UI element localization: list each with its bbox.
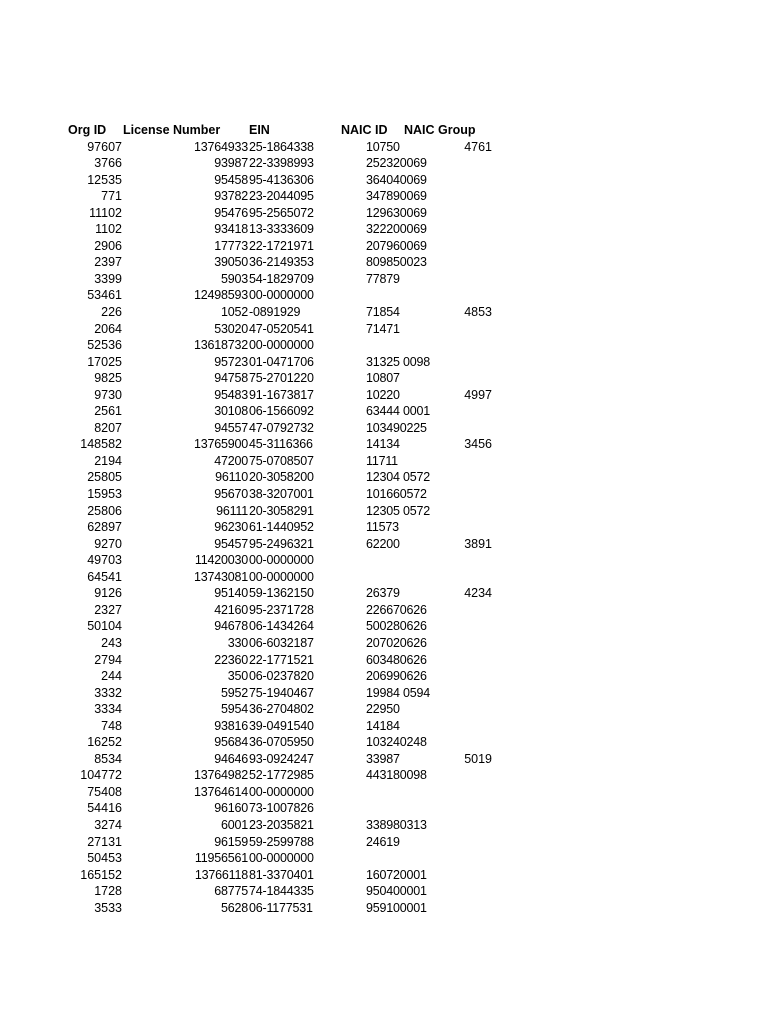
naic-id-cell: 959100001: [366, 900, 427, 915]
naic-id-cell: 12304 0572: [366, 470, 431, 485]
naic-group-cell: 3891: [464, 536, 492, 551]
naic-id-cell: 71854: [366, 305, 400, 320]
naic-id-cell: 10750: [366, 139, 400, 154]
org-id-cell: 104772: [80, 768, 122, 783]
org-id-cell: 3399: [94, 271, 122, 286]
table-row: [0, 436, 768, 453]
ein-cell: 59-2599788: [249, 834, 314, 849]
naic-id-cell: 364040069: [366, 172, 427, 187]
spreadsheet: [0, 122, 768, 916]
license-number-cell: 13743081: [193, 569, 248, 584]
org-id-cell: 8534: [94, 751, 122, 766]
naic-id-cell: 322200069: [366, 222, 427, 237]
license-number-cell: 93816: [214, 718, 248, 733]
ein-cell: 00-0000000: [249, 851, 314, 866]
ein-cell: 01-0471706: [249, 354, 314, 369]
naic-group-cell: 4853: [464, 305, 492, 320]
ein-cell: 06-1434264: [249, 619, 314, 634]
org-id-cell: 75408: [87, 784, 122, 799]
naic-id-cell: 603480626: [366, 652, 427, 667]
org-id-cell: 244: [101, 669, 122, 684]
ein-cell: 36-2149353: [249, 255, 314, 270]
ein-cell: 54-1829709: [249, 271, 314, 286]
ein-cell: 13-3333609: [249, 222, 314, 237]
org-id-cell: 54416: [87, 801, 122, 816]
naic-group-cell: 4997: [464, 387, 492, 402]
ein-cell: 73-1007826: [249, 801, 314, 816]
ein-cell: 38-3207001: [249, 487, 314, 502]
table-row: [0, 172, 768, 189]
license-number-cell: 96110: [215, 470, 248, 485]
license-number-cell: 95457: [214, 536, 248, 551]
naic-id-cell: 33987: [366, 751, 400, 766]
license-number-cell: 95476: [214, 205, 248, 220]
ein-cell: 36-0705950: [249, 735, 314, 750]
naic-group-cell: 4761: [464, 139, 492, 154]
ein-cell: 00-0000000: [249, 569, 314, 584]
table-row: [0, 453, 768, 470]
ein-cell: 22-1721971: [249, 238, 314, 253]
license-number-cell: 5628: [220, 900, 248, 915]
org-id-cell: 97607: [87, 139, 122, 154]
license-number-cell: 30108: [214, 404, 248, 419]
naic-id-cell: 14184: [366, 718, 400, 733]
ein-cell: 06-6032187: [249, 635, 314, 650]
ein-cell: 22-3398993: [249, 156, 314, 171]
table-row: [0, 139, 768, 156]
ein-cell: 25-1864338: [249, 139, 314, 154]
table-row: [0, 287, 768, 304]
ein-cell: 00-0000000: [249, 288, 314, 303]
ein-cell: 00-0000000: [249, 553, 314, 568]
org-id-cell: 12535: [87, 172, 122, 187]
org-id-cell: 771: [101, 189, 122, 204]
naic-group-cell: 5019: [464, 751, 492, 766]
naic-id-cell: 347890069: [366, 189, 427, 204]
license-number-cell: 96111: [216, 503, 248, 518]
org-id-cell: 3334: [94, 702, 122, 717]
table-row: [0, 602, 768, 619]
license-number-cell: 5903: [220, 271, 248, 286]
table-row: [0, 469, 768, 486]
naic-id-cell: 71471: [366, 321, 400, 336]
license-number-cell: 94758: [214, 371, 248, 386]
naic-id-cell: 950400001: [366, 884, 427, 899]
table-row: [0, 304, 768, 321]
license-number-cell: 93987: [214, 156, 248, 171]
license-number-cell: 11956561: [194, 851, 248, 866]
license-number-cell: 17773: [214, 238, 248, 253]
ein-cell: 06-1177531: [249, 900, 313, 915]
naic-id-cell: 129630069: [366, 205, 427, 220]
org-id-cell: 2906: [94, 238, 122, 253]
license-number-cell: 95483: [214, 387, 248, 402]
org-id-cell: 64541: [87, 569, 122, 584]
naic-id-cell: 10220: [366, 387, 400, 402]
table-row: [0, 205, 768, 222]
org-id-cell: 243: [101, 635, 122, 650]
license-number-cell: 53020: [214, 321, 248, 336]
org-id-cell: 2327: [94, 602, 122, 617]
org-id-cell: 53461: [87, 288, 122, 303]
license-number-cell: 13766118: [194, 867, 248, 882]
table-row: [0, 503, 768, 520]
table-row: [0, 403, 768, 420]
org-id-cell: 226: [101, 305, 122, 320]
table-row: [0, 254, 768, 271]
org-id-cell: 165152: [80, 867, 122, 882]
license-number-cell: 95723: [214, 354, 248, 369]
license-number-cell: 1052: [220, 305, 248, 320]
ein-cell: 93-0924247: [249, 751, 314, 766]
org-id-cell: 2064: [94, 321, 122, 336]
table-row: [0, 668, 768, 685]
table-row: [0, 552, 768, 569]
ein-cell: 74-1844335: [249, 884, 314, 899]
naic-id-cell: 500280626: [366, 619, 427, 634]
license-number-cell: 22360: [214, 652, 248, 667]
naic-id-cell: 103240248: [366, 735, 427, 750]
ein-cell: 75-2701220: [249, 371, 314, 386]
license-number-cell: 68775: [214, 884, 248, 899]
license-number-cell: 96159: [214, 834, 248, 849]
naic-id-cell: 338980313: [366, 817, 427, 832]
ein-cell: 61-1440952: [249, 520, 314, 535]
naic-id-cell: 63444 0001: [366, 404, 431, 419]
org-id-cell: 62897: [87, 520, 122, 535]
table-row: [0, 337, 768, 354]
ein-cell: 20-3058200: [249, 470, 314, 485]
org-id-cell: 3332: [94, 685, 122, 700]
org-id-cell: 2794: [94, 652, 122, 667]
org-id-cell: 748: [101, 718, 122, 733]
ein-cell: 00-0000000: [249, 784, 314, 799]
table-row: [0, 354, 768, 371]
table-row: [0, 652, 768, 669]
naic-id-cell: 160720001: [366, 867, 427, 882]
license-number-cell: 94678: [214, 619, 248, 634]
table-row: [0, 321, 768, 338]
table-row: [0, 850, 768, 867]
org-id-cell: 16252: [87, 735, 122, 750]
license-number-cell: 93782: [214, 189, 248, 204]
table-row: [0, 834, 768, 851]
ein-cell: 81-3370401: [249, 867, 314, 882]
table-row: [0, 817, 768, 834]
license-number-cell: 13764933: [193, 139, 248, 154]
license-number-header: License Number: [123, 123, 221, 137]
table-row: [0, 751, 768, 768]
table-row: [0, 387, 768, 404]
ein-cell: 95-2496321: [249, 536, 314, 551]
table-row: [0, 784, 768, 801]
naic-id-cell: 24619: [366, 834, 400, 849]
table-row: [0, 767, 768, 784]
naic-id-cell: 809850023: [366, 255, 427, 270]
license-number-cell: 5954: [220, 702, 248, 717]
ein-cell: 91-1673817: [249, 387, 314, 402]
table-row: [0, 867, 768, 884]
table-row: [0, 519, 768, 536]
table-body: [0, 139, 768, 917]
naic-id-cell: 14134: [366, 437, 400, 452]
ein-cell: 06-1566092: [249, 404, 314, 419]
table-row: [0, 585, 768, 602]
ein-cell: 20-3058291: [249, 503, 314, 518]
ein-cell: -0891929: [249, 305, 301, 320]
table-row: [0, 734, 768, 751]
ein-cell: 36-2704802: [249, 702, 314, 717]
license-number-cell: 42160: [214, 602, 248, 617]
license-number-cell: 330: [227, 635, 248, 650]
naic-id-cell: 252320069: [366, 156, 427, 171]
naic-id-cell: 12305 0572: [366, 503, 431, 518]
org-id-cell: 11102: [89, 205, 122, 220]
org-id-cell: 9270: [94, 536, 122, 551]
license-number-cell: 47200: [214, 453, 248, 468]
org-id-cell: 50453: [87, 851, 122, 866]
ein-cell: 52-1772985: [249, 768, 314, 783]
org-id-cell: 17025: [87, 354, 122, 369]
table-row: [0, 900, 768, 917]
license-number-cell: 12498593: [193, 288, 248, 303]
naic-id-cell: 22950: [366, 702, 400, 717]
license-number-cell: 94557: [214, 420, 248, 435]
org-id-cell: 25806: [87, 503, 122, 518]
license-number-cell: 96160: [214, 801, 248, 816]
license-number-cell: 96230: [214, 520, 248, 535]
table-row: [0, 800, 768, 817]
table-row: [0, 486, 768, 503]
org-id-cell: 3766: [94, 156, 122, 171]
license-number-cell: 93418: [214, 222, 248, 237]
naic-id-cell: 11711: [366, 453, 398, 468]
table-row: [0, 155, 768, 172]
ein-cell: 75-1940467: [249, 685, 314, 700]
license-number-cell: 13618732: [193, 338, 248, 353]
ein-cell: 39-0491540: [249, 718, 314, 733]
license-number-cell: 350: [227, 669, 248, 684]
org-id-cell: 148582: [80, 437, 122, 452]
ein-cell: 22-1771521: [249, 652, 314, 667]
naic-id-cell: 19984 0594: [366, 685, 431, 700]
table-row: [0, 221, 768, 238]
ein-cell: 75-0708507: [249, 453, 314, 468]
naic-id-header: NAIC ID: [341, 123, 388, 137]
naic-id-cell: 103490225: [366, 420, 427, 435]
org-id-header: Org ID: [68, 123, 107, 137]
ein-header: EIN: [249, 123, 270, 137]
naic-id-cell: 101660572: [366, 487, 427, 502]
ein-cell: 45-3116366: [249, 437, 313, 452]
table-row: [0, 188, 768, 205]
ein-cell: 95-4136306: [249, 172, 314, 187]
table-row: [0, 718, 768, 735]
table-row: [0, 883, 768, 900]
ein-cell: 47-0792732: [249, 420, 314, 435]
org-id-cell: 9730: [94, 387, 122, 402]
license-number-cell: 13765900: [193, 437, 248, 452]
license-number-cell: 13764982: [193, 768, 248, 783]
org-id-cell: 50104: [87, 619, 122, 634]
org-id-cell: 2194: [94, 453, 122, 468]
ein-cell: 95-2371728: [249, 602, 314, 617]
header-row: [0, 122, 768, 139]
license-number-cell: 5952: [220, 685, 248, 700]
naic-id-cell: 11573: [366, 520, 399, 535]
naic-id-cell: 77879: [366, 271, 400, 286]
naic-group-header: NAIC Group: [404, 123, 476, 137]
license-number-cell: 95670: [214, 487, 248, 502]
org-id-cell: 27131: [87, 834, 122, 849]
table-row: [0, 271, 768, 288]
org-id-cell: 8207: [94, 420, 122, 435]
org-id-cell: 2397: [94, 255, 122, 270]
license-number-cell: 95140: [214, 586, 248, 601]
license-number-cell: 39050: [214, 255, 248, 270]
naic-id-cell: 26379: [366, 586, 400, 601]
naic-id-cell: 206990626: [366, 669, 427, 684]
license-number-cell: 95458: [214, 172, 248, 187]
org-id-cell: 25805: [87, 470, 122, 485]
org-id-cell: 15953: [87, 487, 122, 502]
org-id-cell: 1102: [95, 222, 122, 237]
table-row: [0, 635, 768, 652]
ein-cell: 23-2044095: [249, 189, 314, 204]
naic-id-cell: 10807: [366, 371, 400, 386]
license-number-cell: 95684: [214, 735, 248, 750]
ein-cell: 59-1362150: [249, 586, 314, 601]
ein-cell: 47-0520541: [249, 321, 314, 336]
ein-cell: 23-2035821: [249, 817, 314, 832]
ein-cell: 06-0237820: [249, 669, 314, 684]
naic-id-cell: 443180098: [366, 768, 427, 783]
table-row: [0, 420, 768, 437]
naic-group-cell: 4234: [464, 586, 492, 601]
org-id-cell: 9825: [94, 371, 122, 386]
org-id-cell: 2561: [94, 404, 122, 419]
ein-cell: 00-0000000: [249, 338, 314, 353]
table-row: [0, 238, 768, 255]
table-row: [0, 618, 768, 635]
table-row: [0, 685, 768, 702]
org-id-cell: 52536: [87, 338, 122, 353]
naic-id-cell: 207020626: [366, 635, 427, 650]
naic-id-cell: 62200: [366, 536, 400, 551]
org-id-cell: 9126: [94, 586, 122, 601]
naic-id-cell: 31325 0098: [366, 354, 431, 369]
license-number-cell: 11420030: [194, 553, 248, 568]
org-id-cell: 49703: [87, 553, 122, 568]
license-number-cell: 13764614: [193, 784, 248, 799]
table-row: [0, 536, 768, 553]
table-row: [0, 370, 768, 387]
org-id-cell: 1728: [94, 884, 122, 899]
license-number-cell: 6001: [220, 817, 248, 832]
org-id-cell: 3274: [94, 817, 122, 832]
ein-cell: 95-2565072: [249, 205, 314, 220]
license-number-cell: 94646: [214, 751, 248, 766]
table-row: [0, 701, 768, 718]
org-id-cell: 3533: [94, 900, 122, 915]
naic-id-cell: 226670626: [366, 602, 427, 617]
table-row: [0, 569, 768, 586]
naic-group-cell: 3456: [464, 437, 492, 452]
naic-id-cell: 207960069: [366, 238, 427, 253]
